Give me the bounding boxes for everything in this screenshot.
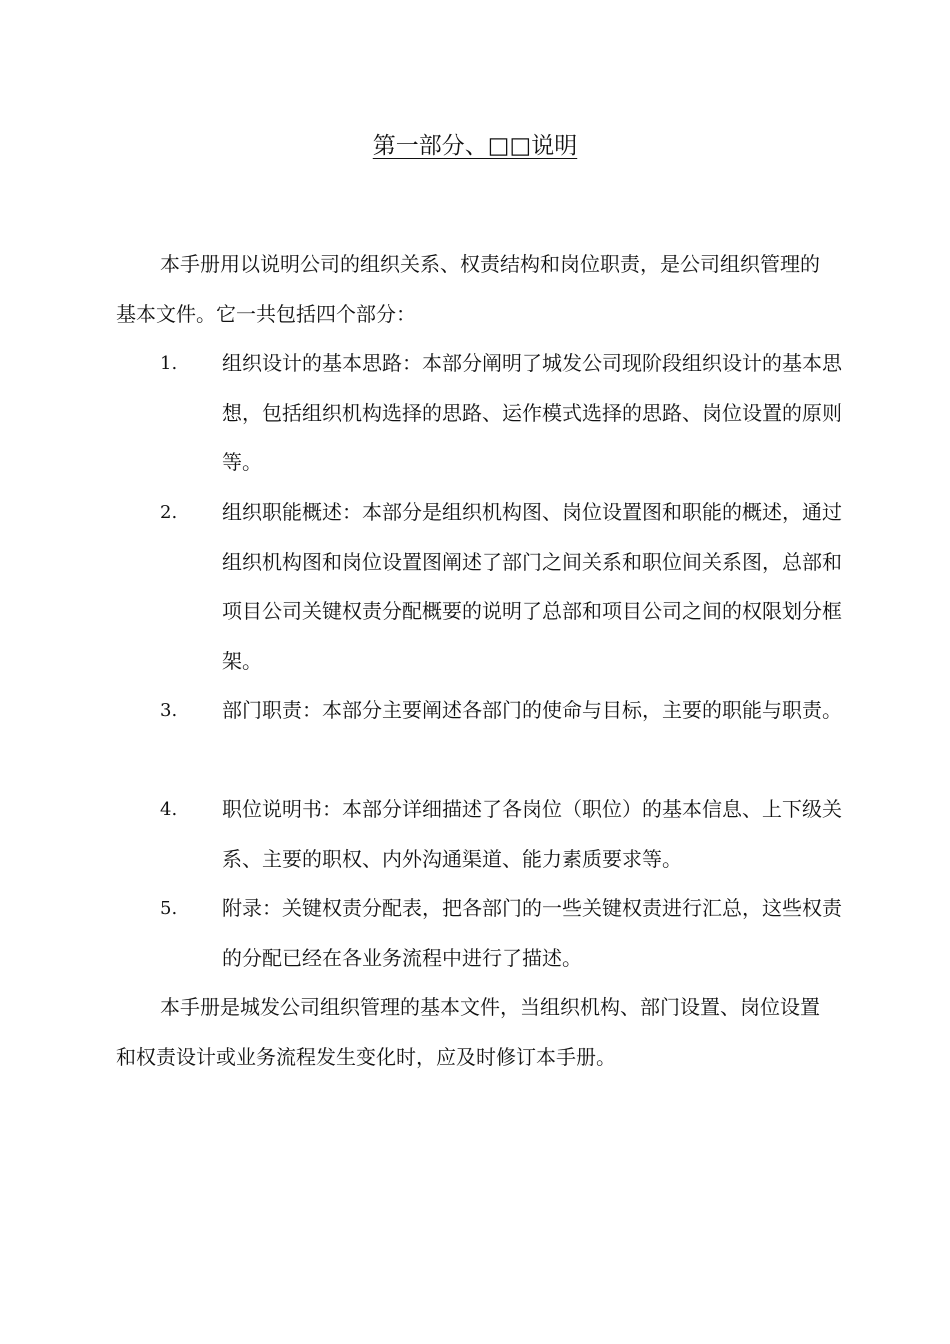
list-item-text: 组织设计的基本思路：本部分阐明了城发公司现阶段组织设计的基本思想，包括组织机构选择的思路、运作模式选择的思路、岗位设置的原则等。 — [222, 351, 842, 474]
list-item-text: 职位说明书：本部分详细描述了各岗位（职位）的基本信息、上下级关系、主要的职权、内外沟通渠道、能力素质要求等。 — [222, 797, 842, 871]
section-title-text: 第一部分、□□说明 — [372, 133, 578, 159]
closing-paragraph — [116, 983, 836, 1082]
list-item — [116, 339, 856, 488]
list-item-number: 2. — [160, 502, 178, 523]
closing-text: 本手册是城发公司组织管理的基本文件，当组织机构、部门设置、岗位设置和权责设计或业务流程发生变化时，应及时修订本手册。 — [116, 995, 820, 1069]
list-item-text: 附录：关键权责分配表，把各部门的一些关键权责进行汇总，这些权责的分配已经在各业务流程中进行了描述。 — [222, 896, 842, 970]
list-item — [116, 488, 856, 686]
list-item — [116, 686, 856, 736]
intro-paragraph — [116, 240, 836, 339]
list-item-text: 部门职责：本部分主要阐述各部门的使命与目标，主要的职能与职责。 — [222, 698, 842, 722]
list-item-number: 1. — [160, 353, 178, 374]
list-item-text: 组织职能概述：本部分是组织机构图、岗位设置图和职能的概述，通过组织机构图和岗位设置图阐述了部门之间关系和职位间关系图，总部和项目公司关键权责分配概要的说明了总部和项目公司之间的权限划分框架。 — [222, 500, 842, 673]
list-item — [116, 785, 856, 884]
list-item-number: 3. — [160, 700, 178, 721]
list-item-number: 4. — [160, 799, 178, 820]
section-title — [0, 128, 950, 164]
intro-text: 本手册用以说明公司的组织关系、权责结构和岗位职责，是公司组织管理的基本文件。它一共包括四个部分： — [116, 252, 820, 326]
list-item — [116, 884, 856, 983]
list-item-number: 5. — [160, 898, 178, 919]
